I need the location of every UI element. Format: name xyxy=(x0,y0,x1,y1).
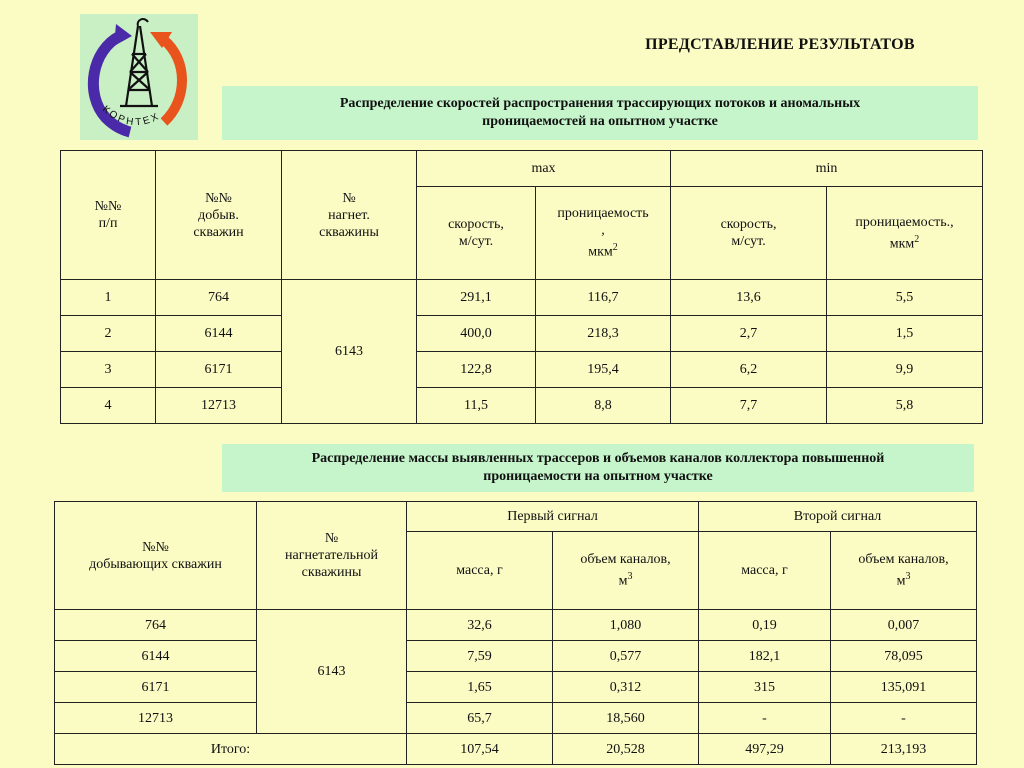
table-row xyxy=(61,352,983,388)
total-second-volume: 213,193 xyxy=(831,734,977,765)
header-min-permeability: проницаемость., мкм$^2$ xyxy=(827,187,983,280)
table2-caption: Распределение массы выявленных трассеров и объемов каналов коллектора повышенной проницаемости на опытном участке xyxy=(222,444,974,492)
velocity-permeability-table xyxy=(60,150,983,424)
min-permeability: 9,9 xyxy=(827,352,983,388)
production-well: 6144 xyxy=(156,316,282,352)
second-volume: 0,007 xyxy=(831,610,977,641)
table-row xyxy=(61,388,983,424)
first-volume: 0,312 xyxy=(553,672,699,703)
table1-caption: Распределение скоростей распространения трассирующих потоков и аномальных проницаемостей на опытном участке xyxy=(222,86,978,140)
first-mass: 7,59 xyxy=(407,641,553,672)
table-row xyxy=(61,316,983,352)
production-well: 764 xyxy=(55,610,257,641)
header-second-volume: объем каналов, $м^3$ xyxy=(831,532,977,610)
row-number: 1 xyxy=(61,280,156,316)
max-speed: 291,1 xyxy=(417,280,536,316)
min-permeability: 5,8 xyxy=(827,388,983,424)
second-mass: 182,1 xyxy=(699,641,831,672)
header-second-mass: масса, г xyxy=(699,532,831,610)
max-permeability: 116,7 xyxy=(536,280,671,316)
first-volume: 1,080 xyxy=(553,610,699,641)
company-logo xyxy=(80,14,198,140)
tracer-mass-volume-table xyxy=(54,501,977,765)
production-well: 6171 xyxy=(55,672,257,703)
max-permeability: 8,8 xyxy=(536,388,671,424)
header-first-mass: масса, г xyxy=(407,532,553,610)
min-permeability: 1,5 xyxy=(827,316,983,352)
header-min-speed: скорость, м/сут. xyxy=(671,187,827,280)
first-mass: 1,65 xyxy=(407,672,553,703)
max-speed: 11,5 xyxy=(417,388,536,424)
min-speed: 6,2 xyxy=(671,352,827,388)
max-speed: 122,8 xyxy=(417,352,536,388)
min-permeability: 5,5 xyxy=(827,280,983,316)
header-max-permeability: проницаемость , мкм$^2$ xyxy=(536,187,671,280)
total-second-mass: 497,29 xyxy=(699,734,831,765)
table-row xyxy=(55,610,977,641)
table-row xyxy=(55,641,977,672)
header-production-wells: №№ добыв. скважин xyxy=(156,151,282,280)
second-volume: 135,091 xyxy=(831,672,977,703)
page-title: ПРЕДСТАВЛЕНИЕ РЕЗУЛЬТАТОВ xyxy=(645,36,915,53)
max-speed: 400,0 xyxy=(417,316,536,352)
first-mass: 65,7 xyxy=(407,703,553,734)
min-speed: 7,7 xyxy=(671,388,827,424)
header-max: max xyxy=(417,151,671,187)
row-number: 3 xyxy=(61,352,156,388)
row-number: 4 xyxy=(61,388,156,424)
first-mass: 32,6 xyxy=(407,610,553,641)
logo-text: КОРНТЕХ xyxy=(100,103,163,129)
table-row xyxy=(61,280,983,316)
production-well: 6171 xyxy=(156,352,282,388)
first-volume: 18,560 xyxy=(553,703,699,734)
svg-text:КОРНТЕХ xyxy=(100,104,162,128)
production-well: 12713 xyxy=(156,388,282,424)
total-row xyxy=(55,734,977,765)
table-row xyxy=(55,672,977,703)
max-permeability: 195,4 xyxy=(536,352,671,388)
injection-well: 6143 xyxy=(282,280,417,424)
header-production-wells: №№ добывающих скважин xyxy=(55,502,257,610)
header-first-signal: Первый сигнал xyxy=(407,502,699,532)
header-first-volume: объем каналов, $м^3$ xyxy=(553,532,699,610)
second-volume: 78,095 xyxy=(831,641,977,672)
second-mass: 0,19 xyxy=(699,610,831,641)
second-mass: - xyxy=(699,703,831,734)
header-min: min xyxy=(671,151,983,187)
second-mass: 315 xyxy=(699,672,831,703)
header-injection-well: № нагнет. скважины xyxy=(282,151,417,280)
header-max-speed: скорость, м/сут. xyxy=(417,187,536,280)
header-injection-well: № нагнетательной скважины xyxy=(257,502,407,610)
table-row xyxy=(55,703,977,734)
header-row-number: №№ п/п xyxy=(61,151,156,280)
header-second-signal: Второй сигнал xyxy=(699,502,977,532)
row-number: 2 xyxy=(61,316,156,352)
max-permeability: 218,3 xyxy=(536,316,671,352)
production-well: 12713 xyxy=(55,703,257,734)
min-speed: 2,7 xyxy=(671,316,827,352)
injection-well: 6143 xyxy=(257,610,407,734)
min-speed: 13,6 xyxy=(671,280,827,316)
first-volume: 0,577 xyxy=(553,641,699,672)
total-label: Итого: xyxy=(55,734,407,765)
second-volume: - xyxy=(831,703,977,734)
production-well: 764 xyxy=(156,280,282,316)
total-first-mass: 107,54 xyxy=(407,734,553,765)
production-well: 6144 xyxy=(55,641,257,672)
total-first-volume: 20,528 xyxy=(553,734,699,765)
